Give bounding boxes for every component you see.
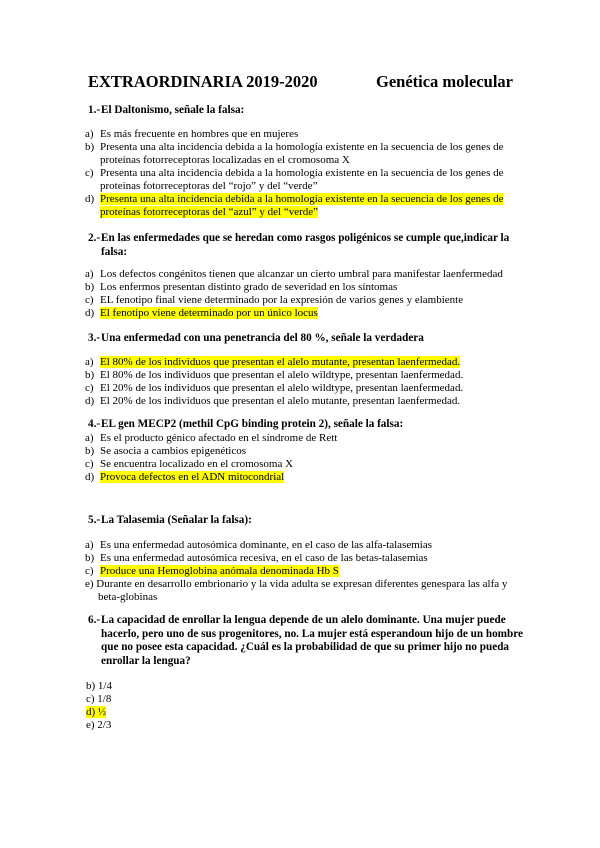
option-e xyxy=(86,719,531,732)
option-letter: c) xyxy=(85,565,94,577)
option-b xyxy=(85,445,530,458)
option-text: Los enfermos presentan distinto grado de severidad en los síntomas xyxy=(100,281,398,293)
option-a xyxy=(85,539,530,552)
question-2 xyxy=(88,232,528,259)
option-text: Presenta una alta incidencia debida a la homología existente en la secuencia de los genes de xyxy=(100,141,504,153)
option-d xyxy=(85,471,530,484)
question-3 xyxy=(88,332,528,346)
option-letter: d) xyxy=(85,471,95,483)
subject-title: Genética molecular xyxy=(376,72,513,91)
option-text: EL fenotipo final viene determinado por la expresión de varios genes y elambiente xyxy=(100,294,464,306)
option-letter: c) xyxy=(85,382,94,394)
option-letter: a) xyxy=(85,128,94,140)
option-text: Es más frecuente en hombres que en mujeres xyxy=(100,128,299,140)
option-letter: a) xyxy=(85,268,94,280)
option-text: Es una enfermedad autosómica recesiva, en el caso de las betas-talasemias xyxy=(100,552,428,564)
question-text: La Talasemia (Señalar la falsa): xyxy=(101,514,252,526)
question-number: 3.- xyxy=(88,332,101,344)
option-text-highlighted: Presenta una alta incidencia debida a la homología existente en la secuencia de los genes de xyxy=(100,193,504,205)
option-letter: d) xyxy=(85,395,95,407)
option-text-highlighted: proteínas fotorreceptoras del “azul” y del “verde” xyxy=(100,206,319,218)
question-4 xyxy=(88,418,528,432)
option-text: Se asocia a cambios epigenéticos xyxy=(100,445,247,457)
option-letter: c) xyxy=(85,294,94,306)
question-6-options xyxy=(86,680,531,732)
question-number: 1.- xyxy=(88,104,101,116)
option-a xyxy=(85,268,530,281)
option-letter: b) xyxy=(85,141,95,153)
option-text: El 80% de los individuos que presentan el alelo wildtype, presentan laenfermedad. xyxy=(100,369,464,381)
option-text: 2/3 xyxy=(97,719,112,731)
option-b xyxy=(85,369,530,382)
question-text: La capacidad de enrollar la lengua depende de un alelo dominante. Una mujer puede hacerlo, pero uno de sus progenitores, no. La mujer está esperandoun hijo de un hombre que no posee esta capacidad. ¿Cuál es la probabilidad de que su primer hijo no pueda enrollar la lengua? xyxy=(101,614,523,667)
option-text: Presenta una alta incidencia debida a la homología existente en la secuencia de los genes de xyxy=(100,167,504,179)
option-text-highlighted: El 80% de los individuos que presentan el alelo mutante, presentan laenfermedad. xyxy=(100,356,461,368)
option-letter: e) xyxy=(86,719,95,731)
option-text: proteínas fotorreceptoras localizadas en el cromosoma X xyxy=(100,154,350,166)
option-text-highlighted: El fenotipo viene determinado por un único locus xyxy=(100,307,318,319)
question-text: El Daltonismo, señale la falsa: xyxy=(101,104,245,116)
question-5-options xyxy=(85,539,530,604)
option-text: 1/4 xyxy=(97,680,112,692)
option-c xyxy=(85,458,530,471)
option-b xyxy=(86,680,531,693)
option-letter: e) xyxy=(85,578,94,590)
option-text: beta-globinas xyxy=(98,591,158,603)
option-a xyxy=(85,432,530,445)
option-letter: b) xyxy=(85,445,95,457)
question-1-options xyxy=(85,128,530,219)
question-number: 2.- xyxy=(88,232,101,244)
option-text: El 20% de los individuos que presentan el alelo wildtype, presentan laenfermedad. xyxy=(100,382,464,394)
option-text-highlighted: Provoca defectos en el ADN mitocondrial xyxy=(100,471,285,483)
question-number: 4.- xyxy=(88,418,101,430)
option-letter: b) xyxy=(85,552,95,564)
question-text: En las enfermedades que se heredan como rasgos poligénicos se cumple que,indicar la falsa: xyxy=(101,232,510,258)
option-letter: c) xyxy=(85,458,94,470)
option-c xyxy=(86,693,531,706)
option-letter: c) xyxy=(86,693,95,705)
option-d xyxy=(85,307,530,320)
option-letter: b) xyxy=(85,369,95,381)
option-text: proteínas fotorreceptoras del “rojo” y del “verde” xyxy=(100,180,318,192)
question-text: Una enfermedad con una penetrancia del 80 %, señale la verdadera xyxy=(101,332,424,344)
option-text-highlighted: Produce una Hemoglobina anómala denominada Hb S xyxy=(100,565,339,577)
option-text: Se encuentra localizado en el cromosoma X xyxy=(100,458,294,470)
option-letter: a) xyxy=(85,432,94,444)
option-text: Los defectos congénitos tienen que alcanzar un cierto umbral para manifestar laenfermedad xyxy=(100,268,503,280)
option-text: El 20% de los individuos que presentan el alelo mutante, presentan laenfermedad. xyxy=(100,395,461,407)
option-b xyxy=(85,281,530,294)
option-b xyxy=(85,552,530,565)
option-c xyxy=(85,167,530,193)
question-text: EL gen MECP2 (methil CpG binding protein 2), señale la falsa: xyxy=(101,418,404,430)
option-letter: d) xyxy=(85,193,95,205)
option-text-highlighted: ½ xyxy=(97,706,107,718)
option-letter: d) xyxy=(85,307,95,319)
option-d xyxy=(85,395,530,408)
option-text: 1/8 xyxy=(97,693,112,705)
option-c xyxy=(85,565,530,578)
question-1 xyxy=(88,104,528,118)
question-4-options xyxy=(85,432,530,484)
option-text: Es una enfermedad autosómica dominante, en el caso de las alfa-talasemias xyxy=(100,539,433,551)
question-number: 5.- xyxy=(88,514,101,526)
question-5 xyxy=(88,514,528,528)
option-letter: b) xyxy=(86,680,96,692)
question-number: 6.- xyxy=(88,614,101,626)
option-letter: d) xyxy=(86,706,96,718)
exam-title: EXTRAORDINARIA 2019-2020 xyxy=(88,72,318,91)
option-c xyxy=(85,294,530,307)
option-letter: a) xyxy=(85,356,94,368)
option-letter: b) xyxy=(85,281,95,293)
question-6 xyxy=(88,614,528,668)
page-header xyxy=(88,72,548,92)
option-text: Durante en desarrollo embrionario y la vida adulta se expresan diferentes genespara las alfa y xyxy=(96,578,508,590)
option-letter: a) xyxy=(85,539,94,551)
option-d xyxy=(85,193,530,219)
question-3-options xyxy=(85,356,530,408)
option-b xyxy=(85,141,530,167)
option-d xyxy=(86,706,531,719)
option-letter: c) xyxy=(85,167,94,179)
option-e xyxy=(85,578,530,604)
option-c xyxy=(85,382,530,395)
question-2-options xyxy=(85,268,530,320)
option-a xyxy=(85,356,530,369)
option-text: Es el producto génico afectado en el síndrome de Rett xyxy=(100,432,338,444)
option-a xyxy=(85,128,530,141)
